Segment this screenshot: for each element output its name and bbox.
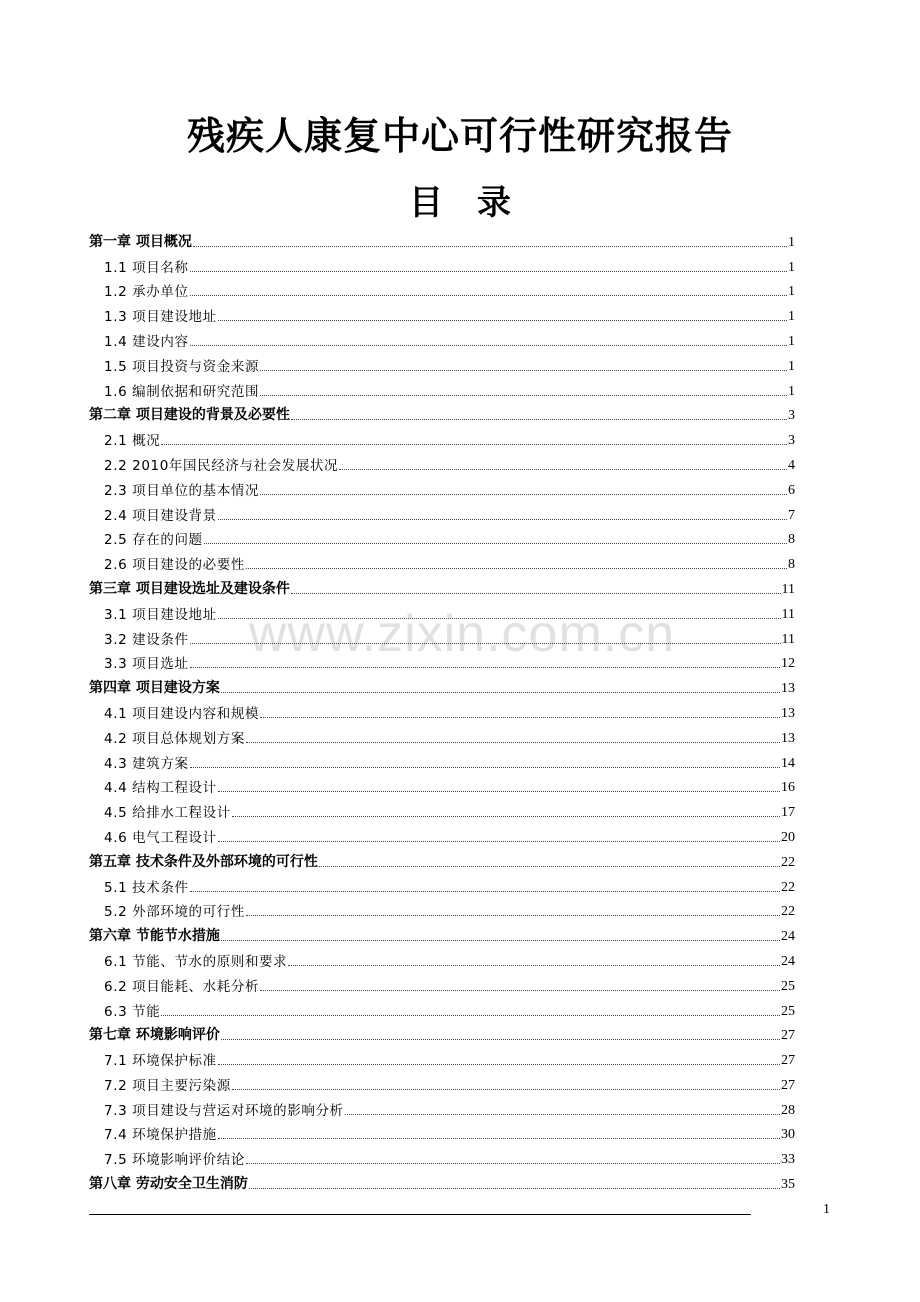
toc-entry-label: 1.2 承办单位 (104, 284, 189, 301)
toc-section-entry[interactable] (89, 1069, 795, 1094)
toc-entry-label: 第一章 项目概况 (89, 233, 192, 250)
toc-entry-label: 第七章 环境影响评价 (89, 1027, 220, 1044)
dot-leader (161, 1014, 780, 1016)
document-title: 残疾人康复中心可行性研究报告 (186, 114, 733, 158)
dot-leader (190, 642, 781, 644)
toc-entry-label: 1.5 项目投资与资金来源 (104, 358, 260, 375)
toc-entry-label: 2.3 项目单位的基本情况 (104, 482, 260, 499)
toc-entry-label: 1.4 建设内容 (104, 333, 189, 350)
toc-entry-label: 4.2 项目总体规划方案 (104, 730, 245, 747)
toc-section-entry[interactable] (89, 697, 795, 722)
toc-entry-label: 3.2 建设条件 (104, 631, 189, 648)
dot-leader (246, 741, 780, 743)
toc-entry-page-number: 1 (788, 333, 795, 349)
toc-section-entry[interactable] (89, 300, 795, 325)
toc-section-entry[interactable] (89, 871, 795, 896)
toc-entry-page-number: 25 (781, 978, 795, 994)
toc-entry-label: 1.6 编制依据和研究范围 (104, 383, 260, 400)
toc-entry-page-number: 27 (781, 1028, 795, 1044)
toc-entry-page-number: 13 (781, 681, 795, 697)
dot-leader (204, 542, 787, 544)
toc-entry-label: 6.3 节能 (104, 1003, 161, 1020)
dot-leader (190, 344, 787, 346)
toc-entry-label: 第三章 项目建设选址及建设条件 (89, 580, 290, 597)
toc-entry-page-number: 8 (788, 557, 795, 573)
toc-entry-page-number: 20 (781, 829, 795, 845)
toc-chapter-entry[interactable] (89, 226, 795, 251)
toc-section-entry[interactable] (89, 970, 795, 995)
toc-entry-page-number: 7 (788, 507, 795, 523)
toc-section-entry[interactable] (89, 945, 795, 970)
dot-leader (319, 865, 780, 867)
toc-chapter-entry[interactable] (89, 846, 795, 871)
toc-entry-label: 2.1 概况 (104, 433, 161, 450)
dot-leader (218, 518, 787, 520)
toc-entry-page-number: 1 (788, 234, 795, 250)
toc-entry-label: 7.4 环境保护措施 (104, 1127, 217, 1144)
toc-section-entry[interactable] (89, 375, 795, 400)
toc-entry-label: 第六章 节能节水措施 (89, 928, 220, 945)
toc-entry-page-number: 33 (781, 1152, 795, 1168)
toc-section-entry[interactable] (89, 325, 795, 350)
footer-page-number: 1 (823, 1202, 830, 1217)
toc-section-entry[interactable] (89, 821, 795, 846)
toc-section-entry[interactable] (89, 648, 795, 673)
toc-entry-page-number: 35 (781, 1177, 795, 1193)
toc-section-entry[interactable] (89, 598, 795, 623)
toc-entry-page-number: 22 (781, 879, 795, 895)
toc-entry-page-number: 8 (788, 532, 795, 548)
toc-entry-label: 2.5 存在的问题 (104, 532, 203, 549)
toc-chapter-entry[interactable] (89, 920, 795, 945)
toc-entry-page-number: 1 (788, 383, 795, 399)
dot-leader (218, 617, 781, 619)
toc-section-entry[interactable] (89, 548, 795, 573)
toc-section-entry[interactable] (89, 896, 795, 921)
toc-section-entry[interactable] (89, 1094, 795, 1119)
toc-entry-label: 2.2 2010年国民经济与社会发展状况 (104, 457, 339, 474)
dot-leader (260, 989, 780, 991)
dot-leader (190, 294, 787, 296)
toc-section-entry[interactable] (89, 276, 795, 301)
toc-chapter-entry[interactable] (89, 1020, 795, 1045)
toc-entry-label: 第四章 项目建设方案 (89, 680, 220, 697)
toc-entry-page-number: 1 (788, 259, 795, 275)
toc-entry-page-number: 6 (788, 482, 795, 498)
toc-entry-page-number: 11 (781, 631, 795, 647)
dot-leader (190, 666, 780, 668)
toc-section-entry[interactable] (89, 499, 795, 524)
toc-section-entry[interactable] (89, 251, 795, 276)
toc-section-entry[interactable] (89, 772, 795, 797)
toc-entry-label: 7.5 环境影响评价结论 (104, 1152, 245, 1169)
toc-entry-label: 4.5 给排水工程设计 (104, 805, 231, 822)
dot-leader (221, 939, 780, 941)
dot-leader (249, 1187, 780, 1189)
toc-entry-page-number: 1 (788, 358, 795, 374)
toc-entry-page-number: 27 (781, 1077, 795, 1093)
toc-entry-label: 5.2 外部环境的可行性 (104, 904, 245, 921)
dot-leader (232, 815, 780, 817)
dot-leader (291, 418, 787, 420)
toc-entry-page-number: 30 (781, 1127, 795, 1143)
dot-leader (246, 1162, 780, 1164)
watermark: www.zixin.com.cn (248, 605, 676, 663)
dot-leader (193, 245, 787, 247)
dot-leader (190, 270, 787, 272)
toc-section-entry[interactable] (89, 474, 795, 499)
dot-leader (221, 1038, 780, 1040)
toc-chapter-entry[interactable] (89, 672, 795, 697)
toc-entry-label: 第八章 劳动安全卫生消防 (89, 1176, 248, 1193)
toc-entry-label: 4.1 项目建设内容和规模 (104, 705, 260, 722)
toc-entry-page-number: 3 (788, 433, 795, 449)
dot-leader (291, 592, 781, 594)
toc-entry-page-number: 17 (781, 805, 795, 821)
toc-section-entry[interactable] (89, 424, 795, 449)
toc-entry-label: 3.3 项目选址 (104, 656, 189, 673)
toc-entry-label: 6.1 节能、节水的原则和要求 (104, 953, 288, 970)
dot-leader (190, 766, 780, 768)
toc-section-entry[interactable] (89, 722, 795, 747)
dot-leader (218, 319, 787, 321)
toc-entry-page-number: 24 (781, 929, 795, 945)
toc-entry-page-number: 24 (781, 953, 795, 969)
toc-section-entry[interactable] (89, 1044, 795, 1069)
toc-entry-page-number: 11 (781, 581, 795, 597)
toc-entry-label: 1.1 项目名称 (104, 259, 189, 276)
toc-entry-page-number: 11 (781, 606, 795, 622)
dot-leader (232, 1088, 780, 1090)
toc-entry-label: 4.6 电气工程设计 (104, 829, 217, 846)
toc-entry-page-number: 16 (781, 780, 795, 796)
toc-section-entry[interactable] (89, 524, 795, 549)
table-of-contents (89, 226, 795, 1193)
toc-section-entry[interactable] (89, 747, 795, 772)
toc-section-entry[interactable] (89, 449, 795, 474)
dot-leader (218, 1137, 780, 1139)
dot-leader (161, 443, 787, 445)
toc-chapter-entry[interactable] (89, 400, 795, 425)
footer-rule (89, 1214, 751, 1215)
toc-entry-page-number: 13 (781, 730, 795, 746)
toc-entry-label: 1.3 项目建设地址 (104, 309, 217, 326)
toc-chapter-entry[interactable] (89, 573, 795, 598)
dot-leader (221, 691, 780, 693)
toc-section-entry[interactable] (89, 1119, 795, 1144)
dot-leader (218, 1063, 780, 1065)
toc-entry-label: 6.2 项目能耗、水耗分析 (104, 978, 260, 995)
toc-entry-page-number: 27 (781, 1053, 795, 1069)
dot-leader (218, 840, 780, 842)
toc-entry-page-number: 14 (781, 755, 795, 771)
toc-entry-label: 第二章 项目建设的背景及必要性 (89, 407, 290, 424)
dot-leader (260, 493, 787, 495)
dot-leader (246, 914, 780, 916)
toc-section-entry[interactable] (89, 995, 795, 1020)
toc-entry-label: 4.3 建筑方案 (104, 755, 189, 772)
toc-entry-page-number: 3 (788, 408, 795, 424)
toc-entry-label: 4.4 结构工程设计 (104, 780, 217, 797)
toc-entry-label: 第五章 技术条件及外部环境的可行性 (89, 853, 318, 870)
toc-entry-label: 7.2 项目主要污染源 (104, 1077, 231, 1094)
toc-section-entry[interactable] (89, 1143, 795, 1168)
dot-leader (345, 1113, 780, 1115)
toc-entry-page-number: 22 (781, 904, 795, 920)
toc-entry-page-number: 25 (781, 1003, 795, 1019)
toc-section-entry[interactable] (89, 796, 795, 821)
dot-leader (190, 890, 780, 892)
toc-chapter-entry[interactable] (89, 1168, 795, 1193)
toc-entry-page-number: 1 (788, 284, 795, 300)
toc-section-entry[interactable] (89, 623, 795, 648)
dot-leader (246, 567, 787, 569)
dot-leader (218, 790, 780, 792)
toc-entry-label: 7.1 环境保护标准 (104, 1053, 217, 1070)
dot-leader (288, 964, 780, 966)
toc-entry-page-number: 13 (781, 705, 795, 721)
toc-entry-page-number: 12 (781, 656, 795, 672)
dot-leader (260, 394, 787, 396)
toc-entry-page-number: 22 (781, 854, 795, 870)
dot-leader (339, 468, 787, 470)
toc-section-entry[interactable] (89, 350, 795, 375)
toc-entry-label: 2.4 项目建设背景 (104, 507, 217, 524)
dot-leader (260, 716, 780, 718)
toc-entry-label: 7.3 项目建设与营运对环境的影响分析 (104, 1102, 344, 1119)
toc-entry-page-number: 1 (788, 309, 795, 325)
toc-entry-page-number: 4 (788, 457, 795, 473)
toc-entry-page-number: 28 (781, 1102, 795, 1118)
toc-heading: 目 录 (409, 183, 511, 223)
toc-entry-label: 5.1 技术条件 (104, 879, 189, 896)
toc-entry-label: 2.6 项目建设的必要性 (104, 557, 245, 574)
dot-leader (260, 369, 787, 371)
toc-entry-label: 3.1 项目建设地址 (104, 606, 217, 623)
